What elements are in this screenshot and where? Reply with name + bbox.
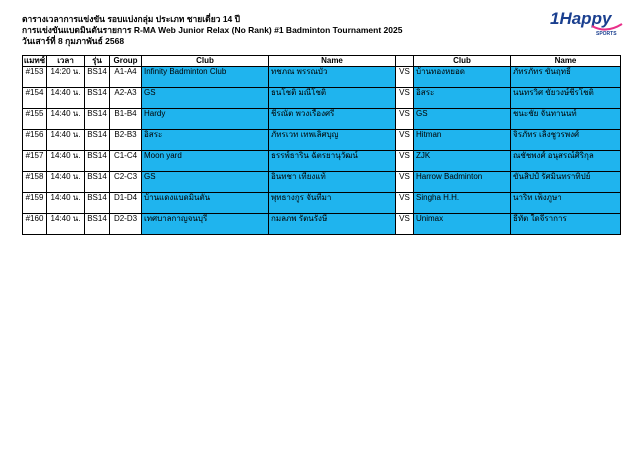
club-2: ZJK <box>414 151 511 172</box>
table-row <box>23 109 621 130</box>
vs-label: VS <box>396 214 414 235</box>
col-time: เวลา <box>47 56 85 67</box>
col-match: แมทช์ <box>23 56 46 65</box>
club-2: Harrow Badminton <box>414 172 511 193</box>
match-time: 14:40 น. <box>47 193 85 214</box>
schedule-table <box>22 55 621 235</box>
col-club1: Club <box>142 56 269 67</box>
table-header-row <box>23 56 621 67</box>
table-row <box>23 151 621 172</box>
club-2: Singha H.H. <box>414 193 511 214</box>
player-1: ชีรณัต พวงเรืองศรี <box>269 109 396 130</box>
table-row <box>23 193 621 214</box>
col-round: รุ่น <box>85 56 110 67</box>
vs-label: VS <box>396 88 414 109</box>
player-1: ธนโชติ มณีโชติ <box>269 88 396 109</box>
player-1: กมลภพ รัตนรังษี <box>269 214 396 235</box>
club-2: Hitman <box>414 130 511 151</box>
match-number: #153 <box>23 67 47 88</box>
col-group: Group <box>110 56 142 67</box>
club-2: บ้านทองหยอด <box>414 67 511 88</box>
club-1: Infinity Badminton Club <box>142 67 269 88</box>
match-number: #158 <box>23 172 47 193</box>
club-2: Unimax <box>414 214 511 235</box>
table-row <box>23 130 621 151</box>
table-row <box>23 214 621 235</box>
col-vs <box>396 56 414 67</box>
match-group: B1-B4 <box>110 109 142 130</box>
club-1: GS <box>142 88 269 109</box>
table-row <box>23 172 621 193</box>
match-group: C2-C3 <box>110 172 142 193</box>
player-1: ทชภณ พรรณบัว <box>269 67 396 88</box>
vs-label: VS <box>396 151 414 172</box>
match-group: D1-D4 <box>110 193 142 214</box>
happy-sports-logo <box>548 6 626 38</box>
vs-label: VS <box>396 67 414 88</box>
match-time: 14:40 น. <box>47 88 85 109</box>
player-2: ธีทัต ใดจีราการ <box>511 214 621 235</box>
vs-label: VS <box>396 130 414 151</box>
club-1: GS <box>142 172 269 193</box>
match-group: A2-A3 <box>110 88 142 109</box>
match-round: BS14 <box>85 151 110 172</box>
club-1: บ้านแดงแบดมินตัน <box>142 193 269 214</box>
match-time: 14:40 น. <box>47 130 85 151</box>
match-time: 14:40 น. <box>47 214 85 235</box>
match-number: #160 <box>23 214 47 235</box>
match-time: 14:40 น. <box>47 109 85 130</box>
col-name2: Name <box>511 56 621 67</box>
player-1: ธรรพ์ธาริน ฉัตรยานุวัฒน์ <box>269 151 396 172</box>
col-club2: Club <box>414 56 511 67</box>
document-header <box>22 14 482 47</box>
logo-subtext: SPORTS <box>596 31 617 37</box>
club-1: เทศบาลกาญจนบุรี <box>142 214 269 235</box>
player-2: ขันสิปป์ รัศมินทราทิปย์ <box>511 172 621 193</box>
match-time: 14:40 น. <box>47 172 85 193</box>
player-2: จิรภัทร เลิ้งชูวรพงศ์ <box>511 130 621 151</box>
match-number: #156 <box>23 130 47 151</box>
col-name1: Name <box>269 56 396 67</box>
header-date: วันเสาร์ที่ 8 กุมภาพันธ์ 2568 <box>22 36 125 46</box>
match-number: #159 <box>23 193 47 214</box>
club-2: อิสระ <box>414 88 511 109</box>
club-1: อิสระ <box>142 130 269 151</box>
player-2: นาริท เพ็งภูษา <box>511 193 621 214</box>
match-time: 14:40 น. <box>47 151 85 172</box>
header-tournament: การแข่งขันแบดมินตันรายการ R-MA Web Junior Relax (No Rank) #1 Badminton Tournament 2025 <box>22 25 403 35</box>
match-round: BS14 <box>85 109 110 130</box>
match-group: A1-A4 <box>110 67 142 88</box>
logo-text: 1Happy <box>550 9 612 28</box>
match-number: #157 <box>23 151 47 172</box>
match-group: C1-C4 <box>110 151 142 172</box>
table-row <box>23 88 621 109</box>
player-2: ภัทรภัทร ขันฤทธิ์ <box>511 67 621 88</box>
club-1: Hardy <box>142 109 269 130</box>
match-time: 14:20 น. <box>47 67 85 88</box>
header-title: ตารางเวลาการแข่งขัน รอบแบ่งกลุ่ม ประเภท ชายเดี่ยว 14 ปี <box>22 14 241 24</box>
match-group: B2-B3 <box>110 130 142 151</box>
club-2: GS <box>414 109 511 130</box>
vs-label: VS <box>396 109 414 130</box>
match-round: BS14 <box>85 214 110 235</box>
match-group: D2-D3 <box>110 214 142 235</box>
player-2: ณชัชพงศ์ อนุสรณ์ศิริกุล <box>511 151 621 172</box>
player-1: อินทชา เทียงแท้ <box>269 172 396 193</box>
match-number: #155 <box>23 109 47 130</box>
vs-label: VS <box>396 172 414 193</box>
match-round: BS14 <box>85 172 110 193</box>
match-round: BS14 <box>85 67 110 88</box>
player-1: ภัทรเวท เทพเลิศบุญ <box>269 130 396 151</box>
match-number: #154 <box>23 88 47 109</box>
table-row <box>23 67 621 88</box>
match-round: BS14 <box>85 130 110 151</box>
club-1: Moon yard <box>142 151 269 172</box>
vs-label: VS <box>396 193 414 214</box>
match-round: BS14 <box>85 88 110 109</box>
match-round: BS14 <box>85 193 110 214</box>
player-1: พุทธางกูร จันทีมา <box>269 193 396 214</box>
player-2: นนทรวิศ ขัยวงษ์ชีรโชติ <box>511 88 621 109</box>
player-2: ชนะชัย จันทานนท์ <box>511 109 621 130</box>
